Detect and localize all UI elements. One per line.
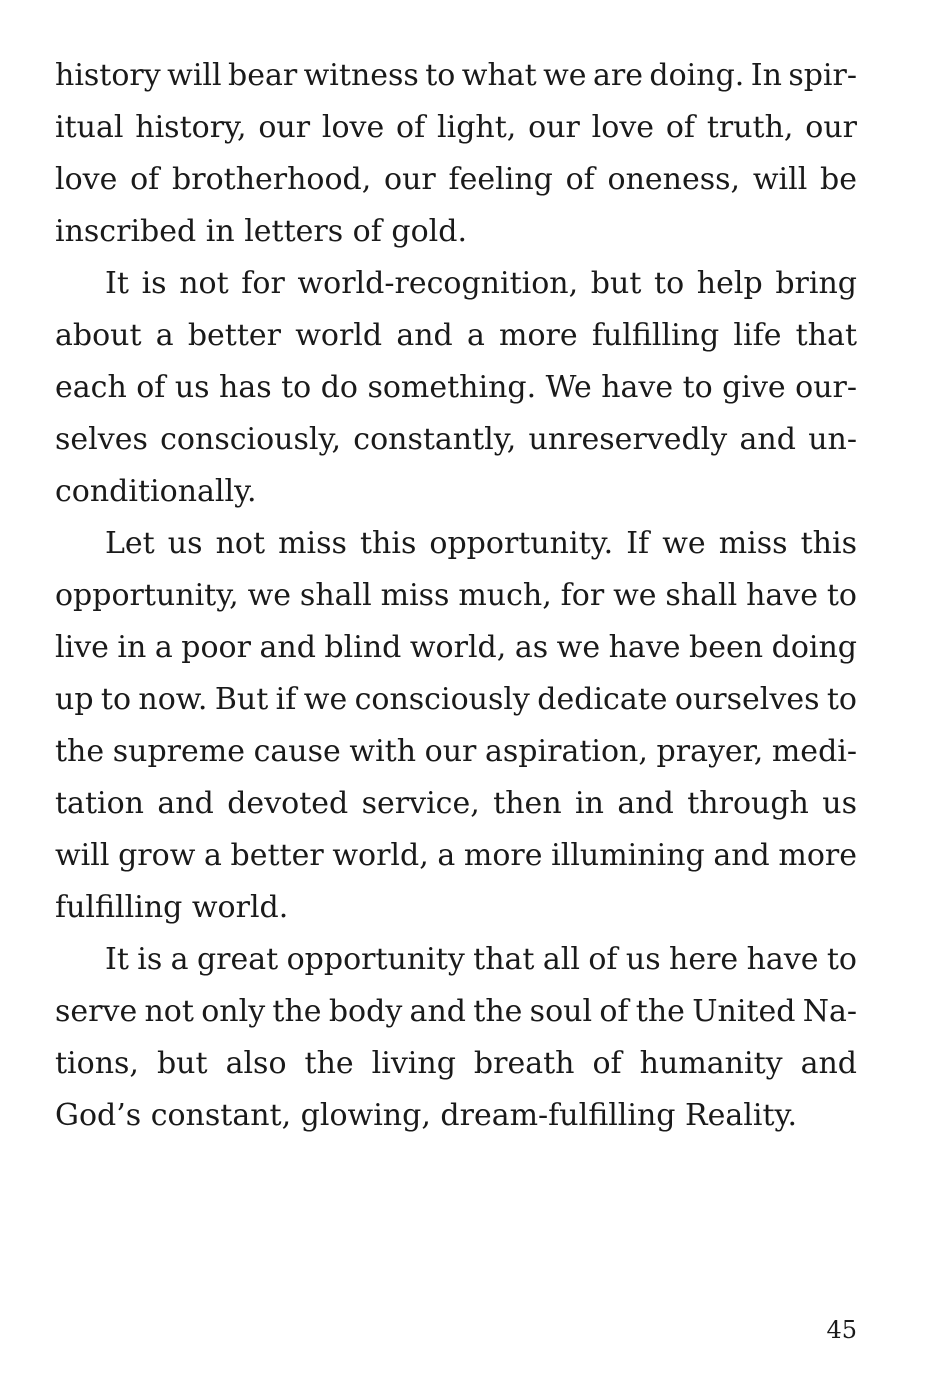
text-line: Let us not miss this opportunity. If we miss this: [105, 526, 857, 561]
text-line: opportunity, we shall miss much, for we shall have to: [55, 578, 857, 613]
text-line: conditionally.: [55, 474, 257, 509]
text-line: selves consciously, constantly, unreservedly and un-: [55, 422, 857, 457]
paragraph-2: [55, 258, 857, 518]
text-line: God’s constant, glowing, dream-fulfilling Reality.: [55, 1098, 798, 1133]
text-line: serve not only the body and the soul of the United Na-: [55, 994, 857, 1029]
text-line: fulfilling world.: [55, 890, 289, 925]
text-line: inscribed in letters of gold.: [55, 214, 467, 249]
text-line: itual history, our love of light, our love of truth, our: [55, 110, 857, 145]
text-line: tions, but also the living breath of humanity and: [55, 1046, 857, 1081]
text-line: will grow a better world, a more illumining and more: [55, 838, 857, 873]
text-line: love of brotherhood, our feeling of oneness, will be: [55, 162, 857, 197]
text-line: the supreme cause with our aspiration, prayer, medi-: [55, 734, 857, 769]
text-line: live in a poor and blind world, as we have been doing: [55, 630, 857, 665]
text-line: history will bear witness to what we are doing. In spir-: [55, 58, 857, 93]
paragraph-4: [55, 934, 857, 1142]
text-line: tation and devoted service, then in and through us: [55, 786, 857, 821]
page-number: 45: [826, 1316, 857, 1344]
body-text: [55, 50, 857, 1142]
text-line: up to now. But if we consciously dedicate ourselves to: [55, 682, 857, 717]
paragraph-1: [55, 50, 857, 258]
text-line: each of us has to do something. We have to give our-: [55, 370, 857, 405]
paragraph-3: [55, 518, 857, 934]
text-line: It is a great opportunity that all of us here have to: [105, 942, 857, 977]
text-line: about a better world and a more fulfilling life that: [55, 318, 857, 353]
text-line: It is not for world-recognition, but to help bring: [105, 266, 857, 301]
